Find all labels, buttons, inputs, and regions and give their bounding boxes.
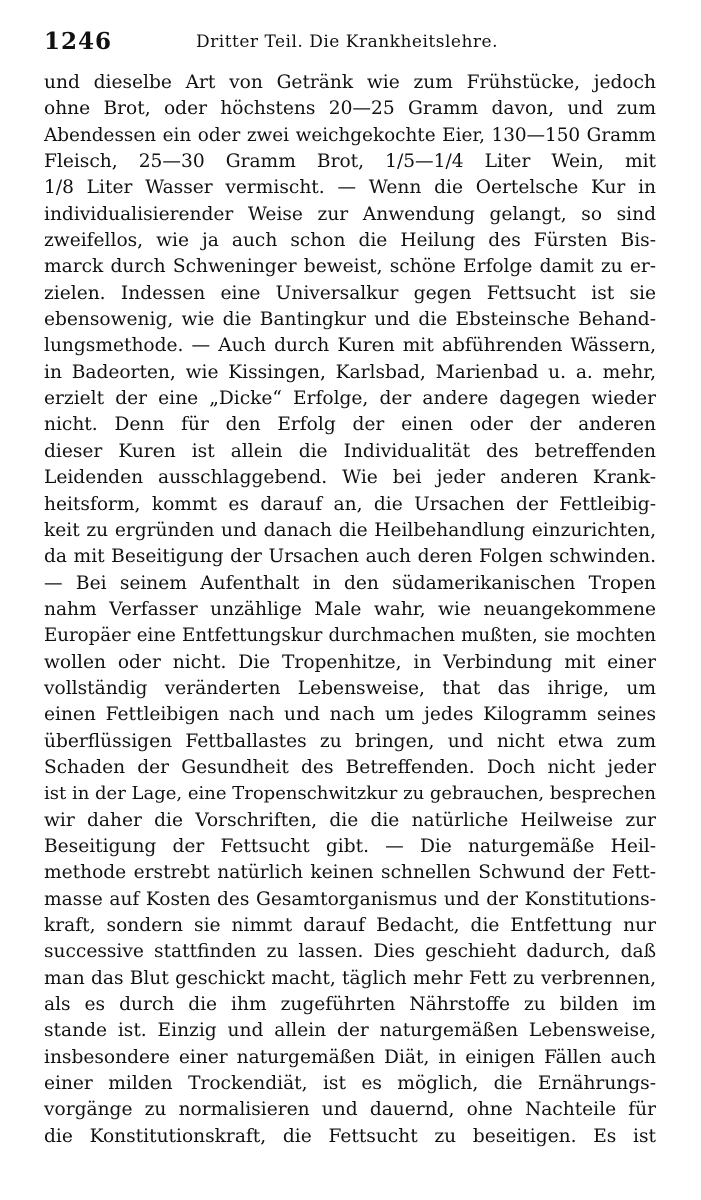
text-line: Fleisch, 25—30 Gramm Brot, 1/5—1/4 Liter Wein, mit — [44, 151, 656, 173]
text-line: Europäer eine Entfettungskur durchmachen mußten, sie mochten — [44, 625, 656, 647]
page-number: 1246 — [44, 28, 113, 55]
text-line: zielen. Indessen eine Universalkur gegen Fettsucht ist sie — [44, 282, 656, 304]
text-line: ist in der Lage, eine Tropenschwitzkur zu gebrauchen, besprechen — [44, 783, 656, 805]
text-line: individualisierender Weise zur Anwendung gelangt, so sind — [44, 203, 656, 225]
text-line: — Bei seinem Aufenthalt in den südamerikanischen Tropen — [44, 572, 656, 594]
body-text — [44, 70, 656, 1150]
text-line: wollen oder nicht. Die Tropenhitze, in Verbindung mit einer — [44, 651, 656, 673]
text-line: in Badeorten, wie Kissingen, Karlsbad, Marienbad u. a. mehr, — [44, 361, 656, 383]
text-line: stande ist. Einzig und allein der naturgemäßen Lebensweise, — [44, 1020, 656, 1042]
text-line: zweifellos, wie ja auch schon die Heilung des Fürsten Bis- — [44, 230, 656, 252]
text-line: insbesondere einer naturgemäßen Diät, in einigen Fällen auch — [44, 1046, 656, 1068]
text-line: keit zu ergründen und danach die Heilbehandlung einzurichten, — [44, 519, 656, 541]
running-title: Dritter Teil. Die Krankheitslehre. — [196, 32, 498, 52]
text-line: ohne Brot, oder höchstens 20—25 Gramm davon, und zum — [44, 98, 656, 120]
book-page — [44, 28, 656, 1150]
text-line: die Konstitutionskraft, die Fettsucht zu beseitigen. Es ist — [44, 1125, 656, 1147]
text-line: heitsform, kommt es darauf an, die Ursachen der Fettleibig- — [44, 493, 656, 515]
text-line: überflüssigen Fettballastes zu bringen, und nicht etwa zum — [44, 730, 656, 752]
text-line: nahm Verfasser unzählige Male wahr, wie neuangekommene — [44, 598, 656, 620]
text-line: vorgänge zu normalisieren und dauernd, ohne Nachteile für — [44, 1099, 656, 1121]
text-line: Beseitigung der Fettsucht gibt. — Die naturgemäße Heil- — [44, 835, 656, 857]
text-line: und dieselbe Art von Getränk wie zum Frühstücke, jedoch — [44, 72, 656, 93]
text-line: einen Fettleibigen nach und nach um jedes Kilogramm seines — [44, 704, 656, 726]
text-line: Abendessen ein oder zwei weichgekochte Eier, 130—150 Gramm — [44, 124, 656, 146]
text-line: als es durch die ihm zugeführten Nährstoffe zu bilden im — [44, 994, 656, 1016]
text-line: einer milden Trockendiät, ist es möglich, die Ernährungs- — [44, 1073, 656, 1095]
text-line: ebensowenig, wie die Bantingkur und die Ebsteinsche Behand- — [44, 309, 656, 331]
text-line: Leidenden ausschlaggebend. Wie bei jeder anderen Krank- — [44, 467, 656, 489]
text-line: Schaden der Gesundheit des Betreffenden. Doch nicht jeder — [44, 756, 656, 778]
text-line: marck durch Schweninger beweist, schöne Erfolge damit zu er- — [44, 256, 656, 278]
text-line: successive stattfinden zu lassen. Dies geschieht dadurch, daß — [44, 941, 656, 963]
text-line: nicht. Denn für den Erfolg der einen oder der anderen — [44, 414, 656, 436]
running-head — [44, 28, 656, 64]
text-line: kraft, sondern sie nimmt darauf Bedacht, die Entfettung nur — [44, 915, 656, 936]
text-line: wir daher die Vorschriften, die die natürliche Heilweise zur — [44, 809, 656, 831]
text-line: dieser Kuren ist allein die Individualität des betreffenden — [44, 440, 656, 462]
text-line: da mit Beseitigung der Ursachen auch deren Folgen schwinden. — [44, 546, 656, 568]
text-line: methode erstrebt natürlich keinen schnellen Schwund der Fett- — [44, 862, 656, 884]
text-line: man das Blut geschickt macht, täglich mehr Fett zu verbrennen, — [44, 967, 656, 989]
text-line: 1/8 Liter Wasser vermischt. — Wenn die Oertelsche Kur in — [44, 177, 656, 199]
text-line: erzielt der eine „Dicke“ Erfolge, der andere dagegen wieder — [44, 388, 656, 410]
text-line: vollständig veränderten Lebensweise, that das ihrige, um — [44, 677, 656, 699]
text-line: lungsmethode. — Auch durch Kuren mit abführenden Wässern, — [44, 335, 656, 357]
text-line: masse auf Kosten des Gesamtorganismus und der Konstitutions- — [44, 888, 656, 910]
